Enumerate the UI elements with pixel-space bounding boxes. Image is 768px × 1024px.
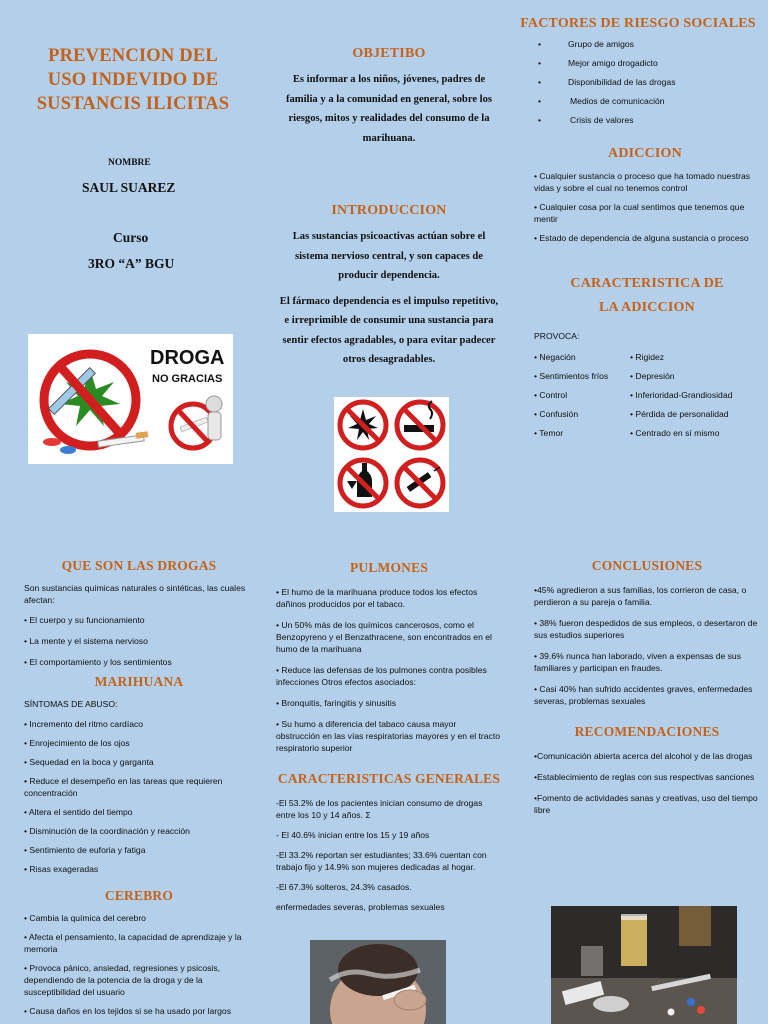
caracteristica-left-item: • Negación <box>534 351 630 363</box>
pulmones-item: • Un 50% más de los químicos cancerosos, como el Benzopyreno y el Benzathracene, son encontrados en el humo de la marihuana <box>276 619 502 655</box>
recomendaciones-title: RECOMENDACIONES <box>574 724 720 739</box>
introduccion-p2: El fármaco dependencia es el impulso repetitivo, e irreprimible de consumir una sustancia para sentir efectos agradables, o para evitar padecer otros desagradables. <box>279 295 499 365</box>
generales-item: -El 33.2% reportan ser estudiantes; 33.6% cuentan con trabajo fijo y 14.9% son mujeres dedicadas al hogar. <box>276 850 487 872</box>
conclusiones-item: • 38% fueron despedidos de sus empleos, o desertaron de sus estudios superiores <box>534 618 758 640</box>
drogas-title: QUE SON LAS DROGAS <box>61 558 217 573</box>
generales-panel <box>276 771 502 921</box>
factores-item: • Mejor amigo drogadicto <box>538 58 658 68</box>
drogas-item: • El cuerpo y su funcionamiento <box>24 614 254 626</box>
cover-title: PREVENCION DEL USO INDEVIDO DE SUSTANCIS ILICITAS <box>36 46 230 114</box>
recomendaciones-item: •Establecimiento de reglas con sus respectivas sanciones <box>534 772 755 782</box>
cerebro-item: • Cambia la química del cerebro <box>24 912 254 924</box>
marihuana-item: • Sequedad en la boca y garganta <box>24 756 254 768</box>
drugs-alcohol-photo <box>551 906 737 1024</box>
marihuana-item: • Sentimiento de euforia y fatiga <box>24 844 254 856</box>
course-label: Curso <box>113 230 149 245</box>
introduccion-title: INTRODUCCION <box>331 203 447 218</box>
recomendaciones-panel <box>534 724 760 825</box>
marihuana-panel <box>24 674 254 882</box>
caracteristica-title: CARACTERISTICA DE LA ADICCION <box>570 276 724 315</box>
name-label: NOMBRE <box>108 158 151 168</box>
droga-text: DROGA <box>150 347 225 369</box>
generales-item: -El 53.2% de los pacientes inician consumo de drogas entre los 10 y 14 años. Σ <box>276 798 483 820</box>
pulmones-title: PULMONES <box>349 560 429 575</box>
pulmones-panel <box>276 560 502 763</box>
cerebro-item: • Provoca pánico, ansiedad, regresiones y psicosis, dependiendo de la potencia de la droga y de la susceptibilidad del usuario <box>24 962 254 998</box>
generales-item: enfermedades severas, problemas sexuales <box>276 902 445 912</box>
factores-item: • Crisis de valores <box>538 115 634 125</box>
marihuana-item: • Incremento del ritmo cardíaco <box>24 718 254 730</box>
caracteristica-left-item: • Confusión <box>534 408 630 420</box>
caracteristica-left-item: • Control <box>534 389 630 401</box>
cerebro-panel <box>24 888 254 1024</box>
drogas-item: • El comportamiento y los sentimientos <box>24 656 254 668</box>
caracteristica-right-item: • Inferioridad-Grandiosidad <box>630 389 760 401</box>
conclusiones-item: • Casi 40% han sufrido accidentes graves, enfermedades severas, problemas sexuales <box>534 684 753 706</box>
pulmones-item: • El humo de la marihuana produce todos los efectos dañinos producidos por el tabaco. <box>276 586 502 610</box>
drogas-item: • La mente y el sistema nervioso <box>24 635 254 647</box>
factores-title: FACTORES DE RIESGO SOCIALES <box>520 16 756 31</box>
adiccion-panel <box>534 146 756 251</box>
marihuana-item: • Disminución de la coordinación y reacción <box>24 825 254 837</box>
factores-item: • Medios de comunicación <box>538 96 665 106</box>
caracteristica-panel <box>534 272 760 446</box>
pulmones-item: • Bronquitis, faringitis y sinusitis <box>276 697 502 709</box>
pulmones-item: • Su humo a diferencia del tabaco causa mayor obstrucción en las vías respiratorias mayores y en el tracto respiratorio superior <box>276 718 502 754</box>
marihuana-item: • Risas exageradas <box>24 863 254 875</box>
conclusiones-item: •45% agredieron a sus familias, los corrieron de casa, o perdieron a su pareja o familia. <box>534 585 747 607</box>
pulmones-item: • Reduce las defensas de los pulmones contra posibles infecciones Otros efectos asociados: <box>276 664 502 688</box>
prohibition-signs-image <box>334 397 449 512</box>
adiccion-title: ADICCION <box>608 146 682 161</box>
marihuana-item: • Reduce el desempeño en las tareas que requieren concentración <box>24 775 254 799</box>
conclusiones-panel <box>534 558 760 716</box>
conclusiones-item: • 39.6% nunca han laborado, viven a expensas de sus familiares y participan en fraudes. <box>534 651 742 673</box>
recomendaciones-item: •Comunicación abierta acerca del alcohol y de las drogas <box>534 751 753 761</box>
cerebro-item: • Afecta el pensamiento, la capacidad de aprendizaje y la memoria <box>24 931 254 955</box>
objetivo-title: OBJETIBO <box>352 46 426 61</box>
droga-no-gracias-image <box>28 334 233 464</box>
caracteristica-right-item: • Depresión <box>630 370 760 382</box>
objetivo-panel <box>278 46 500 148</box>
marihuana-title: MARIHUANA <box>94 674 184 689</box>
introduccion-p1: Las sustancias psicoactivas actúan sobre el sistema nervioso central, y son capaces de producir dependencia. <box>292 231 486 281</box>
cover-panel <box>28 44 238 272</box>
factores-item: • Disponibilidad de las drogas <box>538 77 676 87</box>
caracteristica-right-item: • Pérdida de personalidad <box>630 408 760 420</box>
conclusiones-title: CONCLUSIONES <box>591 558 703 573</box>
provoca-label: PROVOCA: <box>534 331 580 341</box>
drogas-panel <box>24 558 254 677</box>
smoking-person-photo <box>310 940 446 1024</box>
caracteristica-right-item: • Centrado en sí mismo <box>630 427 760 439</box>
generales-title: CARACTERISTICAS GENERALES <box>277 771 501 786</box>
objetivo-text: Es informar a los niños, jóvenes, padres de familia y a la comunidad en general, sobre los riesgos, mitos y realidades del consumo de la marihuana. <box>285 74 493 144</box>
no-gracias-text: NO GRACIAS <box>152 373 223 385</box>
introduccion-panel <box>278 203 500 370</box>
cerebro-title: CEREBRO <box>104 888 174 903</box>
recomendaciones-item: •Fomento de actividades sanas y creativas, uso del tiempo libre <box>534 793 758 815</box>
generales-item: -El 67.3% solteros, 24.3% casados. <box>276 882 412 892</box>
factores-panel <box>518 16 758 133</box>
marihuana-subtitle: SÍNTOMAS DE ABUSO: <box>24 699 118 709</box>
factores-item: • Grupo de amigos <box>538 39 634 49</box>
drogas-intro: Son sustancias químicas naturales o sintéticas, las cuales afectan: <box>24 583 246 605</box>
name-value: SAUL SUAREZ <box>82 180 176 195</box>
caracteristica-left-item: • Sentimientos fríos <box>534 370 630 382</box>
marihuana-item: • Altera el sentido del tiempo <box>24 806 254 818</box>
caracteristica-right-item: • Rigidez <box>630 351 760 363</box>
marihuana-item: • Enrojecimiento de los ojos <box>24 737 254 749</box>
adiccion-item: • Estado de dependencia de alguna sustancia o proceso <box>534 232 756 244</box>
generales-item: - El 40.6% inician entre los 15 y 19 años <box>276 830 430 840</box>
adiccion-item: • Cualquier cosa por la cual sentimos que tenemos que mentir <box>534 201 756 225</box>
caracteristica-left-item: • Temor <box>534 427 630 439</box>
adiccion-item: • Cualquier sustancia o proceso que ha tomado nuestras vidas y sobre el cual no tenemos control <box>534 170 756 194</box>
course-value: 3RO “A” BGU <box>88 256 175 271</box>
cerebro-item: • Causa daños en los tejidos si se ha usado por largos <box>24 1005 254 1017</box>
